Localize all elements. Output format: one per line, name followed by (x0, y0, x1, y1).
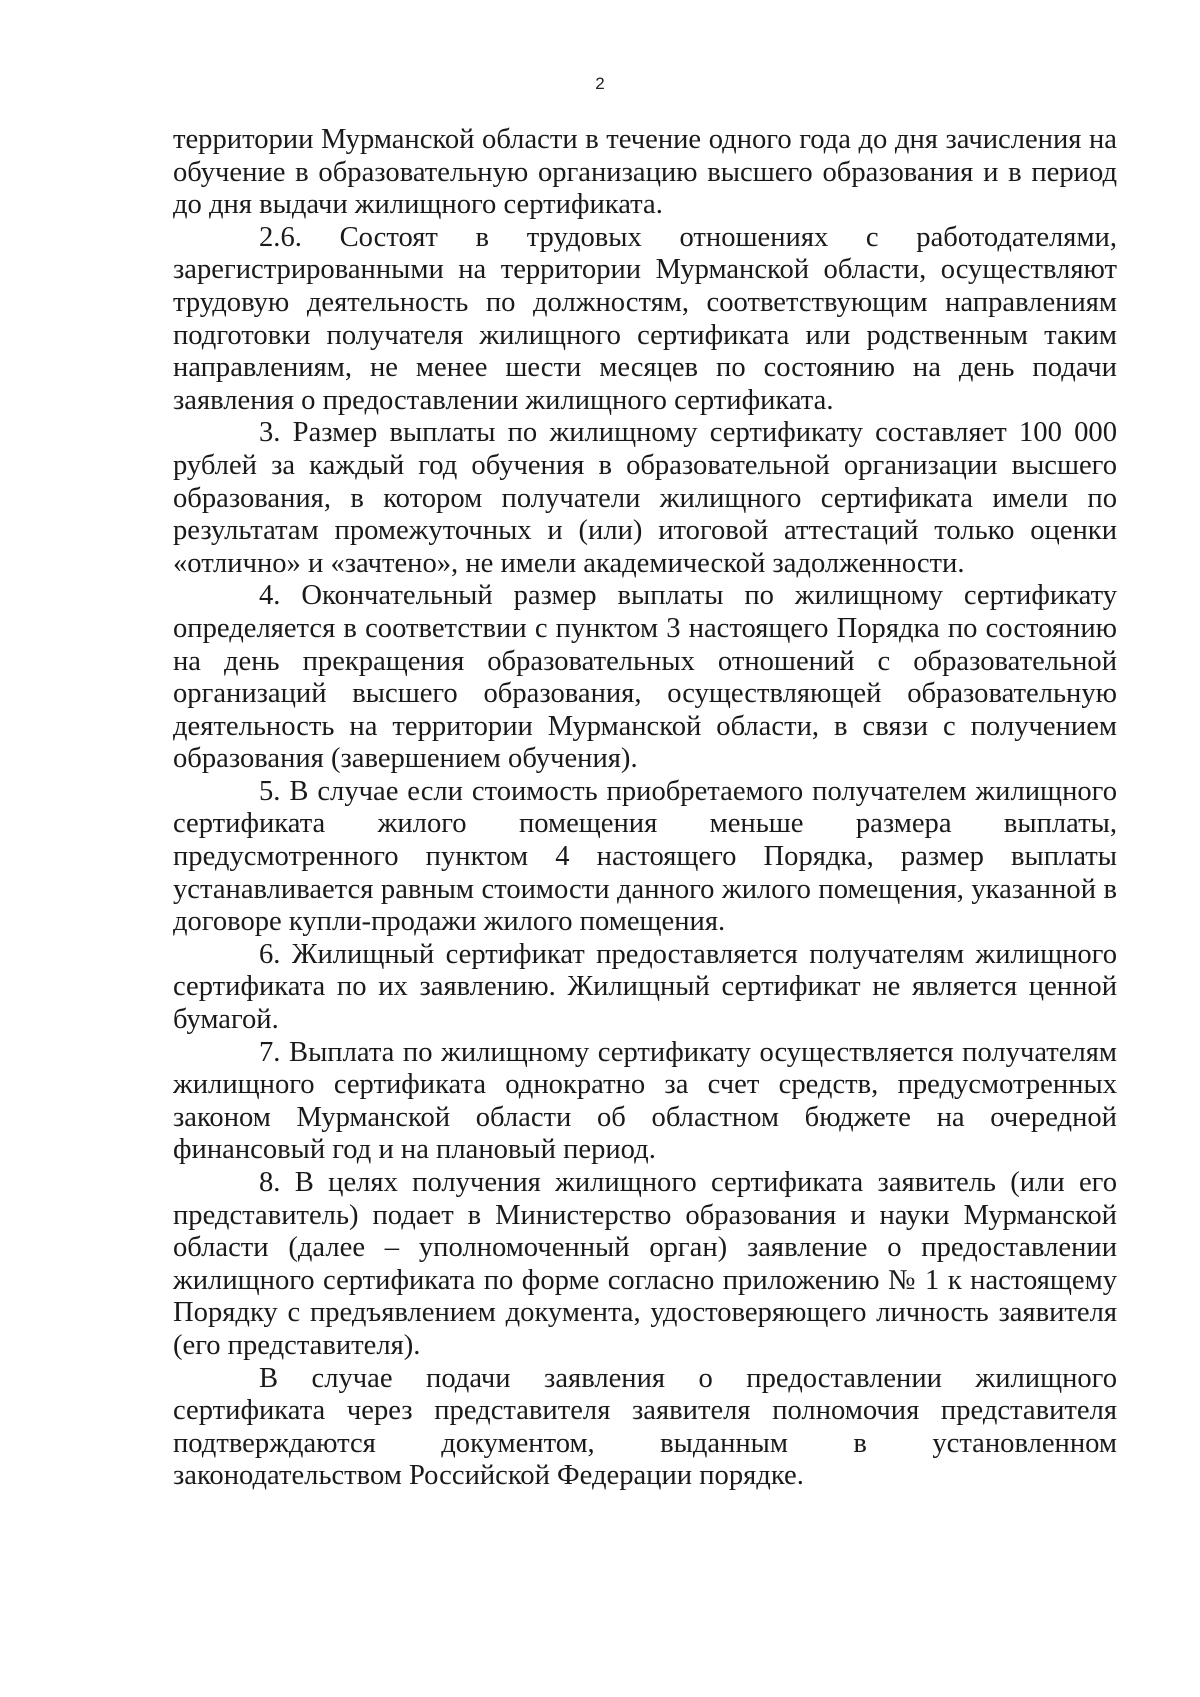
paragraph-2-6: 2.6. Состоят в трудовых отношениях с работодателями, зарегистрированными на территории Мурманской области, осуществляют трудовую деятельность по должностям, соответствующим направлениям подготовки получателя жилищного сертификата или родственным таким направлениям, не менее шести месяцев по состоянию на день подачи заявления о предоставлении жилищного сертификата. (173, 221, 1117, 416)
paragraph-6: 6. Жилищный сертификат предоставляется получателям жилищного сертификата по их заявлению. Жилищный сертификат не является ценной бумагой. (173, 938, 1117, 1036)
paragraph-7: 7. Выплата по жилищному сертификату осуществляется получателям жилищного сертификата однократно за счет средств, предусмотренных законом Мурманской области об областном бюджете на очередной финансовый год и на плановый период. (173, 1036, 1117, 1166)
page-number: 2 (595, 74, 605, 93)
paragraph-3: 3. Размер выплаты по жилищному сертификату составляет 100 000 рублей за каждый год обучения в образовательной организации высшего образования, в котором получатели жилищного сертификата имели по результатам промежуточных и (или) итоговой аттестаций только оценки «отлично» и «зачтено», не имели академической задолженности. (173, 417, 1117, 579)
paragraph-8-representative: В случае подачи заявления о предоставлении жилищного сертификата через представителя заявителя полномочия представителя подтверждаются документом, выданным в установленном законодательством Российской Федерации порядке. (173, 1362, 1117, 1492)
paragraph-4: 4. Окончательный размер выплаты по жилищному сертификату определяется в соответствии с пунктом 3 настоящего Порядка по состоянию на день прекращения образовательных отношений с образовательной организаций высшего образования, осуществляющей образовательную деятельность на территории Мурманской области, в связи с получением образования (завершением обучения). (173, 580, 1117, 775)
paragraph-continuation: территории Мурманской области в течение одного года до дня зачисления на обучение в образовательную организацию высшего образования и в период до дня выдачи жилищного сертификата. (173, 124, 1117, 221)
document-body (173, 124, 1117, 1493)
paragraph-5: 5. В случае если стоимость приобретаемого получателем жилищного сертификата жилого помещения меньше размера выплаты, предусмотренного пунктом 4 настоящего Порядка, размер выплаты устанавливается равным стоимости данного жилого помещения, указанной в договоре купли-продажи жилого помещения. (173, 775, 1117, 938)
paragraph-8: 8. В целях получения жилищного сертификата заявитель (или его представитель) подает в Министерство образования и науки Мурманской области (далее – уполномоченный орган) заявление о предоставлении жилищного сертификата по форме согласно приложению № 1 к настоящему Порядку с предъявлением документа, удостоверяющего личность заявителя (его представителя). (173, 1167, 1117, 1361)
